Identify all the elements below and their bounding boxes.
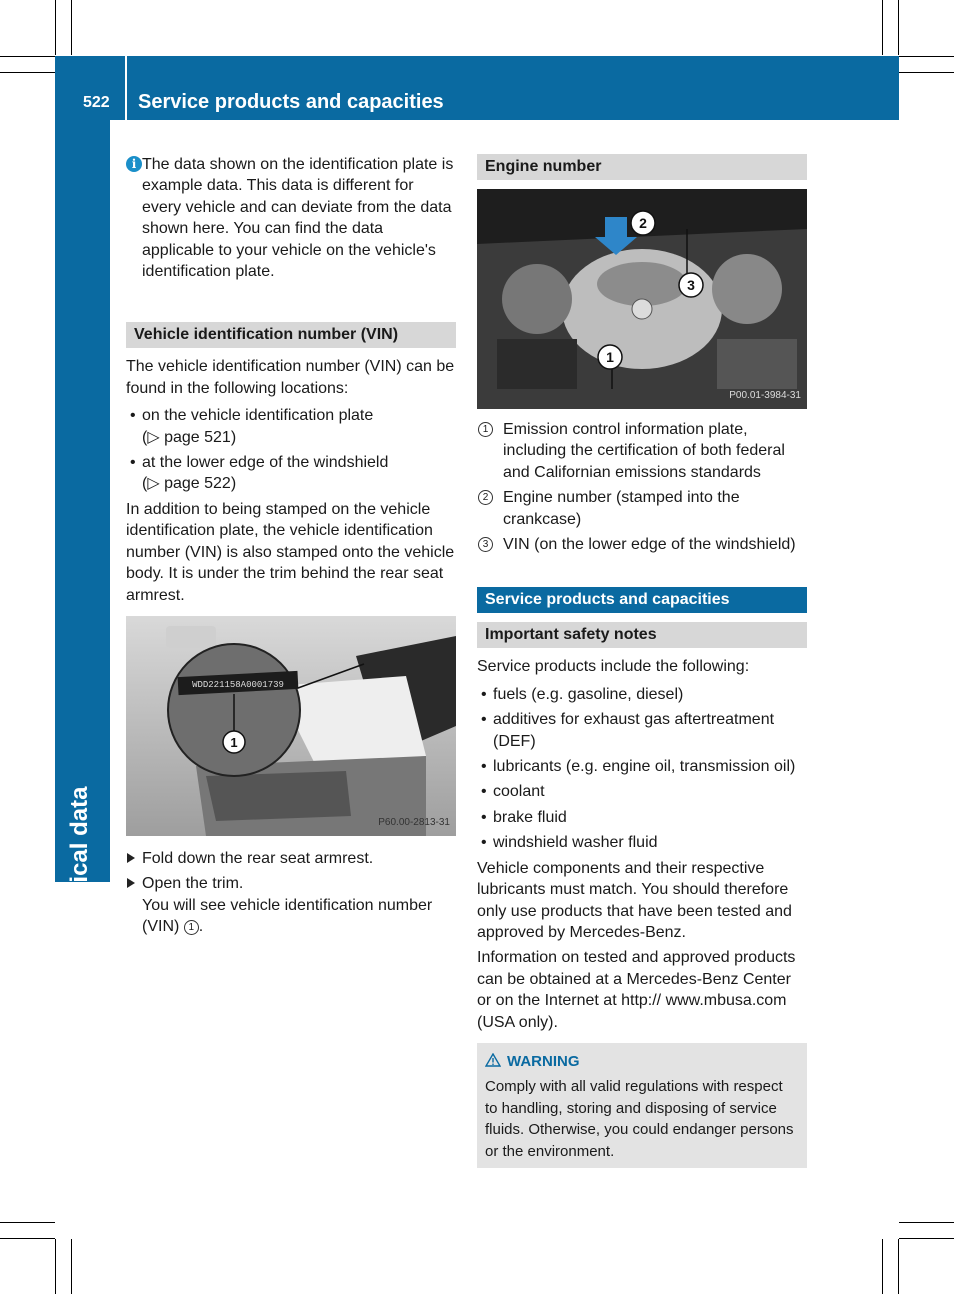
crop-mark: [882, 1239, 883, 1294]
info-icon: i: [126, 156, 142, 172]
crop-mark: [898, 0, 899, 55]
legend-text: VIN (on the lower edge of the windshield): [503, 536, 796, 554]
legend-number: 2: [478, 490, 493, 505]
info-note: [126, 154, 456, 282]
page-title: Service products and capacities: [138, 91, 444, 113]
callout-2: 2: [639, 215, 647, 231]
vin-intro: The vehicle identification number (VIN) can be found in the following locations:: [126, 358, 455, 397]
crop-mark: [55, 0, 56, 55]
crop-mark: [899, 72, 954, 73]
products-intro: Service products include the following:: [477, 658, 750, 676]
vin-heading: Vehicle identification number (VIN): [126, 322, 456, 348]
step-item: [126, 848, 456, 869]
chapter-tab-label: Technical data: [66, 786, 93, 952]
page-header: [55, 56, 899, 120]
info-note-text: The data shown on the identification plate is example data. This data is different for every vehicle and can deviate from the data shown here. You can find the data applicable to your vehicle on the vehicle's identification plate.: [142, 156, 454, 281]
step-arrow-icon: [127, 878, 135, 888]
legend-text: Engine number (stamped into the crankcase): [503, 489, 740, 528]
step-result: You will see vehicle identification number (VIN): [142, 896, 433, 936]
crop-mark: [899, 1222, 954, 1223]
legend-number: 3: [478, 537, 493, 552]
crop-mark: [882, 0, 883, 55]
crop-mark: [0, 1238, 55, 1239]
chapter-tab: [55, 120, 110, 952]
paragraph: Vehicle components and their respective lubricants must match. You should therefore only use products that have been tested and approved by Mercedes-Benz.: [477, 859, 792, 941]
step-text: Fold down the rear seat armrest.: [142, 849, 374, 867]
callout-1-ref: 1: [184, 920, 199, 935]
list-item-text: at the lower edge of the windshield: [142, 454, 389, 472]
instruction-steps: [126, 848, 456, 938]
warning-text: Comply with all valid regulations with respect to handling, storing and disposing of service fluids. Otherwise, you could endanger persons or the environment.: [485, 1078, 794, 1160]
list-item: • fuels (e.g. gasoline, diesel): [477, 684, 807, 705]
legend-text: Emission control information plate, including the certification of both federal and Californian emissions standards: [503, 421, 785, 481]
list-item: [126, 405, 456, 448]
photo-code: P00.01-3984-31: [729, 389, 801, 401]
callout-1: 1: [606, 349, 614, 365]
left-column: [126, 154, 456, 942]
engine-number-heading: Engine number: [477, 154, 807, 180]
list-item: • lubricants (e.g. engine oil, transmission oil): [477, 756, 807, 777]
list-item: • windshield washer fluid: [477, 832, 807, 853]
photo-code: P60.00-2813-31: [378, 816, 450, 828]
step-arrow-icon: [127, 853, 135, 863]
page-reference-link[interactable]: (▷ page 521): [142, 428, 237, 446]
warning-title: WARNING: [507, 1052, 580, 1070]
crop-mark: [71, 1239, 72, 1294]
step-end: .: [198, 918, 204, 936]
engine-legend: [477, 419, 807, 555]
safety-notes-heading: Important safety notes: [477, 622, 807, 648]
legend-item: [477, 419, 807, 483]
engine-illustration: [477, 189, 807, 409]
legend-item: [477, 534, 807, 555]
page-number: 522: [83, 94, 110, 111]
legend-item: [477, 487, 807, 530]
callout-1: 1: [230, 734, 238, 750]
crop-mark: [71, 0, 72, 55]
crop-mark: [899, 1238, 954, 1239]
crop-mark: [0, 1222, 55, 1223]
list-item: [126, 452, 456, 495]
step-item: [126, 873, 456, 937]
list-item-text: on the vehicle identification plate: [142, 407, 374, 425]
page-reference-link[interactable]: (▷ page 522): [142, 475, 237, 493]
list-item: • additives for exhaust gas aftertreatment (DEF): [477, 709, 807, 752]
crop-mark: [0, 72, 55, 73]
warning-header: [485, 1051, 799, 1072]
warning-triangle-icon: [485, 1053, 501, 1067]
right-column: [477, 154, 807, 1168]
crop-mark: [55, 1239, 56, 1294]
section-heading: Service products and capacities: [477, 587, 807, 613]
vin-plate-text: WDD221158A0001739: [192, 679, 284, 690]
crop-mark: [898, 1239, 899, 1294]
warning-box: [477, 1043, 807, 1168]
callout-3: 3: [687, 277, 695, 293]
crop-mark: [899, 56, 954, 57]
armrest-photo: [126, 616, 456, 836]
header-divider: [125, 56, 127, 120]
vin-location-list: [126, 405, 456, 495]
paragraph: Information on tested and approved products can be obtained at a Mercedes-Benz Center or on the Internet at http:// www.mbusa.com (USA only).: [477, 949, 796, 1031]
step-text: Open the trim.: [142, 875, 244, 893]
products-list: [477, 684, 807, 854]
list-item: • brake fluid: [477, 807, 807, 828]
legend-number: 1: [478, 422, 493, 437]
vin-body: In addition to being stamped on the vehicle identification plate, the vehicle identification number (VIN) is also stamped onto the vehicle body. It is under the trim behind the rear seat armrest.: [126, 500, 455, 604]
engine-photo: [477, 189, 807, 409]
crop-mark: [0, 56, 55, 57]
armrest-illustration: [126, 616, 456, 836]
list-item: • coolant: [477, 781, 807, 802]
